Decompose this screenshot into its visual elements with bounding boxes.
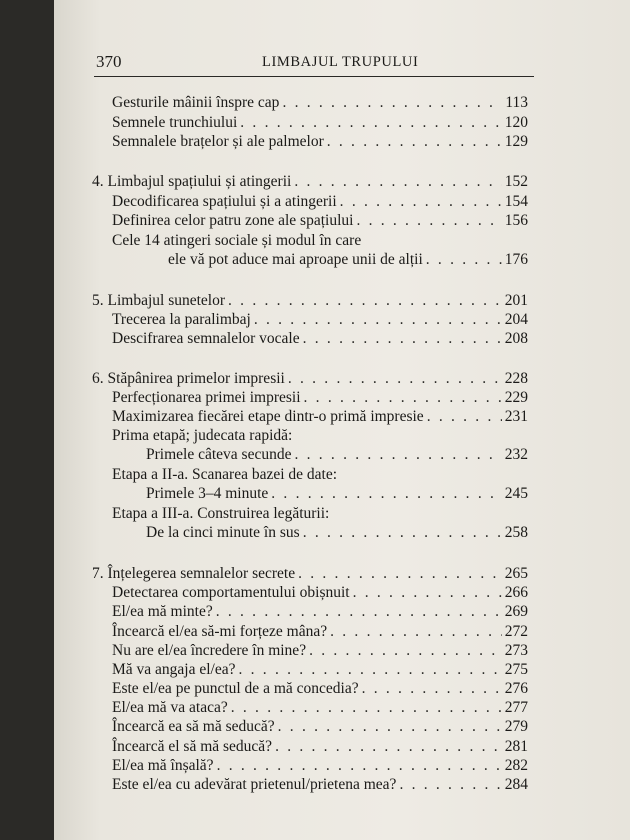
toc-chapter-title: 5. Limbajul sunetelor: [92, 292, 226, 309]
toc-entry: [112, 328, 528, 349]
toc-chapter: [92, 563, 528, 584]
toc-entry-page: 229: [504, 389, 528, 406]
dot-leader: [217, 755, 502, 776]
toc-entry-page: 277: [504, 699, 528, 716]
toc-entry-title: Încearcă el/ea să-mi forțeze mâna?: [112, 623, 328, 640]
toc-entry-page: 245: [504, 485, 528, 502]
book-page: [54, 0, 630, 840]
dot-leader: [303, 522, 502, 543]
toc-entry: [112, 621, 528, 642]
dot-leader: [294, 171, 501, 192]
toc-entry-title: De la cinci minute în sus: [146, 524, 300, 541]
toc-entry-title: Detectarea comportamentului obișnuit: [112, 584, 350, 601]
dot-leader: [254, 309, 502, 330]
toc-entry-title: Maximizarea fiecărei etape dintr-o primă impresie: [112, 408, 424, 425]
toc-entry-title: Trecerea la paralimbaj: [112, 311, 251, 328]
toc-entry: [112, 716, 528, 737]
toc-entry: [112, 659, 528, 680]
dot-leader: [330, 621, 502, 642]
toc-entry-page: 154: [504, 193, 528, 210]
page-number: 370: [96, 52, 122, 71]
toc-entry-title: Semnalele brațelor și ale palmelor: [112, 133, 324, 150]
toc-entry: [146, 522, 528, 543]
toc-entry: [112, 678, 528, 699]
toc-entry-title: Primele 3–4 minute: [146, 485, 269, 502]
running-title: LIMBAJUL TRUPULUI: [262, 54, 419, 70]
dot-leader: [216, 601, 502, 622]
toc-entry: [146, 444, 528, 465]
toc-entry: [112, 92, 528, 113]
toc-entry-page: 113: [505, 94, 528, 111]
toc-entry-page: 265: [504, 565, 528, 582]
table-of-contents: [54, 0, 630, 840]
toc-entry-title: Nu are el/ea încredere în mine?: [112, 642, 307, 659]
toc-entry-page: 276: [504, 680, 528, 697]
dot-leader: [271, 483, 501, 504]
toc-chapter: [92, 290, 528, 311]
toc-entry-page: 156: [504, 212, 528, 229]
toc-entry-title: Cele 14 atingeri sociale și modul în care: [112, 232, 362, 249]
dot-leader: [362, 678, 502, 699]
toc-entry: [112, 755, 528, 776]
toc-entry: [112, 736, 528, 757]
dot-leader: [327, 131, 502, 152]
toc-entry: [112, 112, 528, 133]
toc-entry-title: Etapa a III-a. Construirea legăturii:: [112, 505, 330, 522]
dot-leader: [303, 328, 502, 349]
toc-entry-page: 272: [504, 623, 528, 640]
dot-leader: [356, 210, 501, 231]
dot-leader: [294, 444, 501, 465]
toc-entry-page: 129: [504, 133, 528, 150]
toc-entry-page: 120: [504, 114, 528, 131]
toc-entry: [112, 582, 528, 603]
toc-entry: [146, 483, 528, 504]
toc-entry-title: Descifrarea semnalelor vocale: [112, 330, 300, 347]
toc-entry-title: Etapa a II-a. Scanarea bazei de date:: [112, 466, 338, 483]
toc-entry-title: Primele câteva secunde: [146, 446, 292, 463]
dot-leader: [309, 640, 502, 661]
toc-entry: [112, 309, 528, 330]
toc-entry-title: ele vă pot aduce mai aproape unii de alții: [168, 251, 423, 268]
toc-entry-page: 176: [504, 251, 528, 268]
toc-entry-page: 284: [504, 776, 528, 793]
dot-leader: [427, 406, 502, 427]
toc-entry-title: El/ea mă va ataca?: [112, 699, 228, 716]
toc-entry-page: 231: [504, 408, 528, 425]
dot-leader: [340, 191, 502, 212]
dot-leader: [282, 92, 502, 113]
toc-entry-title: Mă va angaja el/ea?: [112, 661, 236, 678]
dot-leader: [239, 659, 502, 680]
toc-entry: [112, 191, 528, 212]
toc-chapter: [92, 368, 528, 389]
toc-entry-page: 266: [504, 584, 528, 601]
dot-leader: [399, 774, 501, 795]
toc-entry-page: 275: [504, 661, 528, 678]
toc-chapter-title: 7. Înțelegerea semnalelor secrete: [92, 565, 296, 582]
toc-entry-page: 204: [504, 311, 528, 328]
toc-chapter-title: 6. Stăpânirea primelor impresii: [92, 370, 285, 387]
toc-entry-page: 269: [504, 603, 528, 620]
dot-leader: [228, 290, 502, 311]
toc-entry-page: 282: [504, 757, 528, 774]
toc-entry-page: 281: [504, 738, 528, 755]
toc-chapter-title: 4. Limbajul spațiului și atingerii: [92, 173, 292, 190]
toc-entry-title: Încearcă ea să mă seducă?: [112, 718, 275, 735]
dot-leader: [275, 736, 502, 757]
toc-entry: [112, 640, 528, 661]
toc-entry-title: El/ea mă înșală?: [112, 757, 214, 774]
toc-entry: [112, 697, 528, 718]
dot-leader: [426, 249, 502, 270]
toc-entry-title: El/ea mă minte?: [112, 603, 213, 620]
toc-entry-title: Semnele trunchiului: [112, 114, 238, 131]
toc-entry-page: 273: [504, 642, 528, 659]
toc-entry-title: Prima etapă; judecata rapidă:: [112, 427, 293, 444]
dot-leader: [353, 582, 502, 603]
dot-leader: [278, 716, 502, 737]
toc-chapter: [92, 171, 528, 192]
toc-entry-page: 201: [504, 292, 528, 309]
toc-entry-page: 152: [504, 173, 528, 190]
toc-entry: [112, 131, 528, 152]
toc-entry-title: Decodificarea spațiului și a atingerii: [112, 193, 337, 210]
toc-entry: [112, 774, 528, 795]
toc-entry: [112, 387, 528, 408]
toc-entry-title: Este el/ea pe punctul de a mă concedia?: [112, 680, 359, 697]
toc-entry: [168, 249, 528, 270]
toc-entry-page: 258: [504, 524, 528, 541]
toc-entry-title: Încearcă el să mă seducă?: [112, 738, 273, 755]
dot-leader: [288, 368, 502, 389]
dot-leader: [240, 112, 501, 133]
toc-entry-page: 208: [504, 330, 528, 347]
dot-leader: [231, 697, 502, 718]
toc-entry: [112, 210, 528, 231]
toc-entry-title: Este el/ea cu adevărat prietenul/prietena mea?: [112, 776, 397, 793]
toc-entry: [112, 406, 528, 427]
dot-leader: [304, 387, 502, 408]
dot-leader: [298, 563, 502, 584]
toc-entry-title: Definirea celor patru zone ale spațiului: [112, 212, 354, 229]
toc-entry-title: Perfecționarea primei impresii: [112, 389, 301, 406]
toc-entry: [112, 601, 528, 622]
toc-entry-title: Gesturile mâinii înspre cap: [112, 94, 280, 111]
toc-entry-page: 228: [504, 370, 528, 387]
toc-entry-page: 232: [504, 446, 528, 463]
toc-entry-page: 279: [504, 718, 528, 735]
